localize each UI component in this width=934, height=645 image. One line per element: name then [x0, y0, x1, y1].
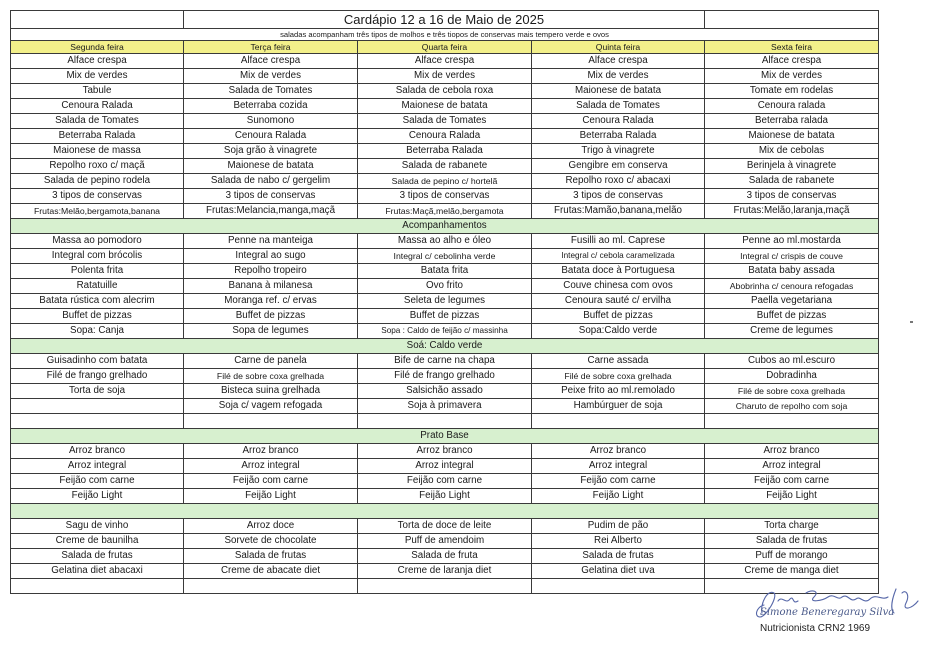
salad-row-cell: Salada de pepino rodela	[11, 174, 184, 189]
side-dish-row-cell: Penne ao ml.mostarda	[705, 234, 879, 249]
salad-row-cell: Alface crespa	[532, 54, 705, 69]
dessert-row-cell: Creme de laranja diet	[358, 564, 532, 579]
side-dish-row	[11, 309, 879, 324]
base-dish-row-cell: Feijão com carne	[705, 474, 879, 489]
main-dish-row-cell: Filé de frango grelhado	[11, 369, 184, 384]
base-dish-row-cell: Arroz branco	[358, 444, 532, 459]
side-dish-row-cell: Paella vegetariana	[705, 294, 879, 309]
dessert-row-cell: Salada de frutas	[705, 534, 879, 549]
base-dish-row-cell: Feijão Light	[705, 489, 879, 504]
salad-row-cell: Mix de verdes	[705, 69, 879, 84]
salad-row	[11, 189, 879, 204]
salad-row	[11, 84, 879, 99]
salad-row-cell: 3 tipos de conservas	[532, 189, 705, 204]
salad-row-cell: Frutas:Mamão,banana,melão	[532, 204, 705, 219]
side-dish-row-cell: Sopa:Caldo verde	[532, 324, 705, 339]
salad-row-cell: Alface crespa	[705, 54, 879, 69]
main-dish-row-cell: Cubos ao ml.escuro	[705, 354, 879, 369]
side-dish-row-cell: Integral c/ cebolinha verde	[358, 249, 532, 264]
menu-body	[11, 11, 879, 594]
side-dish-row-cell: Seleta de legumes	[358, 294, 532, 309]
salad-row	[11, 159, 879, 174]
dessert-row-cell: Puff de amendoim	[358, 534, 532, 549]
main-dish-row-cell: Filé de sobre coxa grelhada	[184, 369, 358, 384]
main-dish-row-cell: Filé de sobre coxa grelhada	[532, 369, 705, 384]
side-dish-row-cell: Massa ao pomodoro	[11, 234, 184, 249]
main-dish-row-cell: Peixe frito ao ml.remolado	[532, 384, 705, 399]
salad-row-cell: Maionese de batata	[358, 99, 532, 114]
salad-row	[11, 174, 879, 189]
salad-row-cell: Alface crespa	[184, 54, 358, 69]
main-dish-row-cell: Salsichão assado	[358, 384, 532, 399]
main-dish-row-cell: Filé de sobre coxa grelhada	[705, 384, 879, 399]
day-header: Quinta feira	[532, 41, 705, 54]
blank-row-cell	[184, 579, 358, 594]
salad-row-cell: 3 tipos de conservas	[184, 189, 358, 204]
salad-row-cell: Alface crespa	[11, 54, 184, 69]
subtitle-row	[11, 29, 879, 41]
side-dish-row-cell: Batata doce à Portuguesa	[532, 264, 705, 279]
dessert-row-cell: Sorvete de chocolate	[184, 534, 358, 549]
side-dish-row-cell: Buffet de pizzas	[358, 309, 532, 324]
salad-row-cell: Mix de verdes	[532, 69, 705, 84]
main-dish-row	[11, 354, 879, 369]
main-dish-row-cell: Soja à primavera	[358, 399, 532, 414]
salad-row-cell: Salada de Tomates	[532, 99, 705, 114]
salad-row-cell: Tabule	[11, 84, 184, 99]
section-sobremesas	[11, 504, 879, 519]
base-dish-row-cell: Arroz integral	[705, 459, 879, 474]
day-header: Sexta feira	[705, 41, 879, 54]
blank-row-cell	[358, 414, 532, 429]
dessert-row-cell: Gelatina diet abacaxi	[11, 564, 184, 579]
salad-row-cell: Maionese de batata	[532, 84, 705, 99]
salad-row-cell: Beterraba cozida	[184, 99, 358, 114]
main-dish-row-cell: Charuto de repolho com soja	[705, 399, 879, 414]
side-dish-row	[11, 264, 879, 279]
salad-row-cell: Cenoura ralada	[705, 99, 879, 114]
main-dish-row-cell: Dobradinha	[705, 369, 879, 384]
side-dish-row-cell: Integral com brócolis	[11, 249, 184, 264]
salad-row-cell: Frutas:Maçã,melão,bergamota	[358, 204, 532, 219]
side-dish-row-cell: Cenoura sauté c/ ervilha	[532, 294, 705, 309]
day-header: Segunda feira	[11, 41, 184, 54]
section-acompanhamentos: Acompanhamentos	[11, 219, 879, 234]
salad-row-cell: Salada de pepino c/ hortelã	[358, 174, 532, 189]
base-dish-row-cell: Arroz integral	[11, 459, 184, 474]
side-dish-row-cell: Batata rústica com alecrim	[11, 294, 184, 309]
dessert-row-cell: Torta charge	[705, 519, 879, 534]
side-dish-row-cell: Buffet de pizzas	[532, 309, 705, 324]
salad-row	[11, 204, 879, 219]
base-dish-row-cell: Feijão com carne	[184, 474, 358, 489]
title-row	[11, 11, 879, 29]
side-dish-row-cell: Ovo frito	[358, 279, 532, 294]
salad-row-cell: 3 tipos de conservas	[11, 189, 184, 204]
main-dish-row-cell: Filé de frango grelhado	[358, 369, 532, 384]
main-dish-row	[11, 399, 879, 414]
salad-row	[11, 99, 879, 114]
salad-row-cell: Alface crespa	[358, 54, 532, 69]
dessert-row-cell: Gelatina diet uva	[532, 564, 705, 579]
main-dish-row-cell: Hambúrguer de soja	[532, 399, 705, 414]
dessert-row-cell: Creme de abacate diet	[184, 564, 358, 579]
base-dish-row-cell: Feijão com carne	[11, 474, 184, 489]
signature-role: Nutricionista CRN2 1969	[760, 623, 871, 634]
base-dish-row	[11, 489, 879, 504]
salad-row-cell: Trigo à vinagrete	[532, 144, 705, 159]
base-dish-row-cell: Feijão Light	[184, 489, 358, 504]
salad-row-cell: Beterraba Ralada	[532, 129, 705, 144]
side-dish-row-cell: Batata frita	[358, 264, 532, 279]
salad-row-cell: Mix de cebolas	[705, 144, 879, 159]
salad-row-cell: Mix de verdes	[358, 69, 532, 84]
main-dish-row-cell: Guisadinho com batata	[11, 354, 184, 369]
main-dish-row-cell: Bisteca suina grelhada	[184, 384, 358, 399]
salad-row-cell: Mix de verdes	[11, 69, 184, 84]
salad-row-cell: Salada de rabanete	[705, 174, 879, 189]
salad-row	[11, 129, 879, 144]
side-dish-row-cell: Sopa: Canja	[11, 324, 184, 339]
salad-row-cell: Repolho roxo c/ abacaxi	[532, 174, 705, 189]
section-sobremesas-row	[11, 504, 879, 519]
section-soa: Soá: Caldo verde	[11, 339, 879, 354]
salad-row-cell: Repolho roxo c/ maçã	[11, 159, 184, 174]
base-dish-row-cell: Feijão Light	[358, 489, 532, 504]
scan-mark	[910, 321, 913, 323]
blank-row	[11, 414, 879, 429]
menu-table	[10, 10, 879, 594]
dessert-row-cell: Salada de frutas	[11, 549, 184, 564]
salad-row-cell: Cenoura Ralada	[11, 99, 184, 114]
dessert-row-cell: Torta de doce de leite	[358, 519, 532, 534]
side-dish-row-cell: Integral c/ crispis de couve	[705, 249, 879, 264]
salad-row-cell: Gengibre em conserva	[532, 159, 705, 174]
salad-row	[11, 114, 879, 129]
signature-name: Simone Beneregaray Silva	[760, 607, 895, 618]
main-dish-row-cell: Carne de panela	[184, 354, 358, 369]
salad-row-cell: 3 tipos de conservas	[705, 189, 879, 204]
salad-row-cell: Maionese de massa	[11, 144, 184, 159]
menu-subtitle: saladas acompanham três tipos de molhos e três tiopos de conservas mais tempero verde e ovos	[11, 29, 879, 41]
salad-row-cell: Sunomono	[184, 114, 358, 129]
side-dish-row-cell: Banana à milanesa	[184, 279, 358, 294]
dessert-row-cell: Sagu de vinho	[11, 519, 184, 534]
section-soa-row	[11, 339, 879, 354]
side-dish-row	[11, 324, 879, 339]
main-dish-row	[11, 369, 879, 384]
side-dish-row-cell: Creme de legumes	[705, 324, 879, 339]
salad-row-cell: Beterraba Ralada	[358, 144, 532, 159]
blank-row-cell	[184, 414, 358, 429]
salad-row-cell: Soja grão à vinagrete	[184, 144, 358, 159]
days-header-row	[11, 41, 879, 54]
side-dish-row-cell: Moranga ref. c/ ervas	[184, 294, 358, 309]
side-dish-row-cell: Abobrinha c/ cenoura refogadas	[705, 279, 879, 294]
main-dish-row-cell: Soja c/ vagem refogada	[184, 399, 358, 414]
blank-row-cell	[11, 414, 184, 429]
base-dish-row	[11, 444, 879, 459]
salad-row-cell: Cenoura Ralada	[532, 114, 705, 129]
base-dish-row-cell: Arroz integral	[184, 459, 358, 474]
base-dish-row-cell: Arroz branco	[11, 444, 184, 459]
base-dish-row	[11, 459, 879, 474]
salad-row-cell: Maionese de batata	[705, 129, 879, 144]
title-blank-left	[11, 11, 184, 29]
section-prato-base-row	[11, 429, 879, 444]
salad-row-cell: 3 tipos de conservas	[358, 189, 532, 204]
side-dish-row-cell: Buffet de pizzas	[11, 309, 184, 324]
side-dish-row-cell: Integral ao sugo	[184, 249, 358, 264]
side-dish-row	[11, 279, 879, 294]
side-dish-row	[11, 294, 879, 309]
base-dish-row-cell: Arroz integral	[358, 459, 532, 474]
dessert-row	[11, 534, 879, 549]
nutritionist-signature	[742, 583, 932, 639]
salad-row-cell: Salada de nabo c/ gergelim	[184, 174, 358, 189]
salad-row-cell: Cenoura Ralada	[184, 129, 358, 144]
base-dish-row-cell: Arroz branco	[184, 444, 358, 459]
side-dish-row-cell: Sopa : Caldo de feijão c/ massinha	[358, 324, 532, 339]
salad-row-cell: Salada de cebola roxa	[358, 84, 532, 99]
salad-row-cell: Frutas:Melão,laranja,maçã	[705, 204, 879, 219]
dessert-row-cell: Arroz doce	[184, 519, 358, 534]
salad-row-cell: Cenoura Ralada	[358, 129, 532, 144]
side-dish-row-cell: Penne na manteiga	[184, 234, 358, 249]
salad-row-cell: Salada de Tomates	[11, 114, 184, 129]
menu-title: Cardápio 12 a 16 de Maio de 2025	[184, 11, 705, 29]
base-dish-row-cell: Feijão com carne	[532, 474, 705, 489]
section-acompanhamentos-row	[11, 219, 879, 234]
salad-row-cell: Frutas:Melancia,manga,maçã	[184, 204, 358, 219]
salad-row-cell: Mix de verdes	[184, 69, 358, 84]
dessert-row-cell: Puff de morango	[705, 549, 879, 564]
base-dish-row-cell: Feijão Light	[532, 489, 705, 504]
side-dish-row	[11, 234, 879, 249]
side-dish-row-cell: Massa ao alho e óleo	[358, 234, 532, 249]
day-header: Quarta feira	[358, 41, 532, 54]
side-dish-row-cell: Polenta frita	[11, 264, 184, 279]
blank-row-cell	[358, 579, 532, 594]
base-dish-row-cell: Arroz branco	[705, 444, 879, 459]
dessert-row	[11, 549, 879, 564]
section-prato-base: Prato Base	[11, 429, 879, 444]
salad-row-cell: Salada de rabanete	[358, 159, 532, 174]
salad-row-cell: Salada de Tomates	[358, 114, 532, 129]
blank-row-cell	[532, 414, 705, 429]
main-dish-row-cell: Bife de carne na chapa	[358, 354, 532, 369]
title-blank-right	[705, 11, 879, 29]
salad-row-cell: Maionese de batata	[184, 159, 358, 174]
blank-row-cell	[532, 579, 705, 594]
blank-row-cell	[705, 414, 879, 429]
salad-row-cell: Beterraba ralada	[705, 114, 879, 129]
salad-row-cell: Beterraba Ralada	[11, 129, 184, 144]
dessert-row-cell: Creme de manga diet	[705, 564, 879, 579]
base-dish-row	[11, 474, 879, 489]
salad-row	[11, 144, 879, 159]
dessert-row-cell: Salada de frutas	[532, 549, 705, 564]
salad-row-cell: Tomate em rodelas	[705, 84, 879, 99]
base-dish-row-cell: Feijão Light	[11, 489, 184, 504]
dessert-row	[11, 519, 879, 534]
dessert-row-cell: Salada de frutas	[184, 549, 358, 564]
dessert-row-cell: Pudim de pão	[532, 519, 705, 534]
blank-row-cell	[11, 579, 184, 594]
salad-row	[11, 69, 879, 84]
side-dish-row	[11, 249, 879, 264]
salad-row-cell: Salada de Tomates	[184, 84, 358, 99]
day-header: Terça feira	[184, 41, 358, 54]
base-dish-row-cell: Arroz integral	[532, 459, 705, 474]
side-dish-row-cell: Batata baby assada	[705, 264, 879, 279]
side-dish-row-cell: Buffet de pizzas	[705, 309, 879, 324]
main-dish-row-cell	[11, 399, 184, 414]
side-dish-row-cell: Fusilli ao ml. Caprese	[532, 234, 705, 249]
base-dish-row-cell: Feijão com carne	[358, 474, 532, 489]
main-dish-row-cell: Torta de soja	[11, 384, 184, 399]
dessert-row	[11, 564, 879, 579]
dessert-row-cell: Salada de fruta	[358, 549, 532, 564]
side-dish-row-cell: Integral c/ cebola caramelizada	[532, 249, 705, 264]
salad-row-cell: Frutas:Melão,bergamota,banana	[11, 204, 184, 219]
side-dish-row-cell: Couve chinesa com ovos	[532, 279, 705, 294]
salad-row	[11, 54, 879, 69]
side-dish-row-cell: Sopa de legumes	[184, 324, 358, 339]
main-dish-row-cell: Carne assada	[532, 354, 705, 369]
side-dish-row-cell: Buffet de pizzas	[184, 309, 358, 324]
side-dish-row-cell: Ratatuille	[11, 279, 184, 294]
salad-row-cell: Berinjela à vinagrete	[705, 159, 879, 174]
base-dish-row-cell: Arroz branco	[532, 444, 705, 459]
main-dish-row	[11, 384, 879, 399]
side-dish-row-cell: Repolho tropeiro	[184, 264, 358, 279]
dessert-row-cell: Rei Alberto	[532, 534, 705, 549]
dessert-row-cell: Creme de baunilha	[11, 534, 184, 549]
